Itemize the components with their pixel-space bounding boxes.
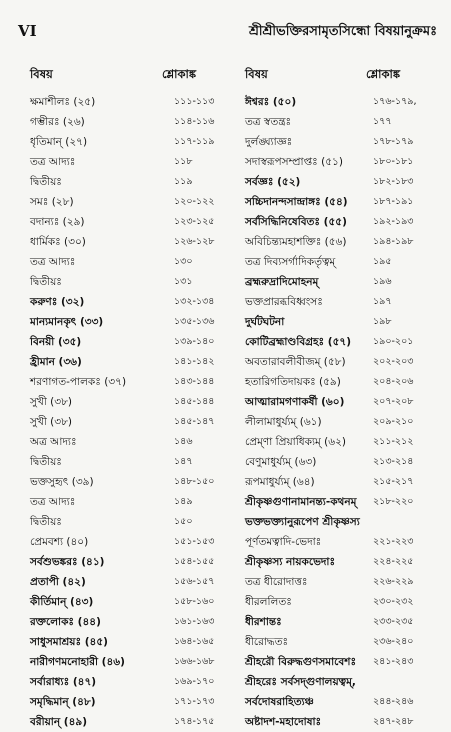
index-entry xyxy=(30,632,230,652)
entry-topic: সাধুসমাশ্রয়ঃ (৪৫) xyxy=(30,636,108,648)
entry-topic: কীর্তিমান্ (৪৩) xyxy=(30,596,94,608)
index-entry xyxy=(245,172,445,192)
entry-verse-range: ২১৩-২১৪ xyxy=(373,456,414,467)
index-entry xyxy=(245,632,445,652)
index-entry xyxy=(245,452,445,472)
page-header xyxy=(18,22,437,44)
index-entry xyxy=(30,512,230,532)
index-entry xyxy=(30,592,230,612)
entry-verse-range: ২১৮-২২০ xyxy=(373,496,414,507)
entry-topic: বদান্যঃ (২৯) xyxy=(30,216,85,228)
entry-topic: পূর্ণতমত্বাদি-ভেদাঃ xyxy=(245,536,322,548)
entry-topic: ঈশ্বরঃ (৫০) xyxy=(245,96,297,108)
entry-topic: শ্রীকৃষ্ণস্য নায়কভেদাঃ xyxy=(245,556,336,568)
index-entry xyxy=(245,132,445,152)
entry-verse-range: ১৬৬-১৬৮ xyxy=(174,656,215,667)
index-entry xyxy=(245,352,445,372)
entry-verse-range: ২০৪-২০৬ xyxy=(373,376,414,387)
entry-verse-range: ১৭৮-১৭৯ xyxy=(373,136,414,147)
index-entry xyxy=(245,592,445,612)
index-entry xyxy=(245,292,445,312)
entry-verse-range: ১৯৮ xyxy=(373,316,392,327)
entry-verse-range: ২৩৬-২৪০ xyxy=(373,636,414,647)
entry-topic: সচ্চিদানন্দসান্দ্রাঙ্গঃ (৫৪) xyxy=(245,196,348,208)
index-entry xyxy=(30,212,230,232)
entry-verse-range: ১৪৮-১৫০ xyxy=(174,476,215,487)
entry-topic: দ্বিতীয়ঃ xyxy=(30,276,62,288)
entry-topic: তত্র ধীরোদাত্তঃ xyxy=(245,576,308,588)
left-index-column xyxy=(30,92,230,732)
entry-verse-range: ১৩৫-১৩৬ xyxy=(174,316,215,327)
index-entry xyxy=(245,112,445,132)
entry-verse-range: ২০২-২০৩ xyxy=(373,356,414,367)
entry-verse-range: ১২৩-১২৫ xyxy=(174,216,215,227)
entry-verse-range: ১৮০-১৮১ xyxy=(373,156,414,167)
entry-verse-range: ১৭১-১৭৩ xyxy=(174,696,215,707)
entry-verse-range: ১১৯ xyxy=(174,176,193,187)
index-entry xyxy=(245,392,445,412)
index-entry xyxy=(245,712,445,732)
index-entry xyxy=(30,452,230,472)
entry-topic: ভক্তসুহৃৎ (৩৯) xyxy=(30,476,94,488)
index-entry xyxy=(30,312,230,332)
entry-verse-range: ১৮৭-১৯১ xyxy=(373,196,414,207)
index-entry xyxy=(245,92,445,112)
entry-topic: তত্র দিব্যসর্গাদিকর্তৃত্বম্ xyxy=(245,256,336,268)
index-entry xyxy=(245,212,445,232)
entry-topic: ভক্তভক্ত্যানুরূপেণ শ্রীকৃষ্ণস্য xyxy=(245,516,360,528)
entry-verse-range: ২০৯-২১০ xyxy=(373,416,414,427)
entry-topic: ধীরললিতঃ xyxy=(245,596,292,608)
index-entry xyxy=(245,552,445,572)
page-number: VI xyxy=(18,22,37,40)
entry-topic: দুর্লঙ্ঘ্যাজ্ঞঃ xyxy=(245,136,293,148)
index-entry xyxy=(30,492,230,512)
entry-topic: শ্রীহরেঃ সর্বসদ্গুণালয়ত্বম্, xyxy=(245,676,356,688)
entry-topic: বিনয়ী (৩৫) xyxy=(30,336,82,348)
index-entry xyxy=(30,172,230,192)
entry-verse-range: ২৪৪-২৪৬ xyxy=(373,696,414,707)
entry-topic: তত্র স্বতন্ত্রঃ xyxy=(245,116,292,128)
entry-topic: দ্বিতীয়ঃ xyxy=(30,176,62,188)
entry-topic: তত্র আদ্যঃ xyxy=(30,496,76,508)
entry-topic: ধীরশান্তঃ xyxy=(245,616,282,628)
index-entry xyxy=(245,612,445,632)
entry-verse-range: ১৮২-১৮৩ xyxy=(373,176,414,187)
right-verse-heading: শ্লোকাঙ্ক xyxy=(366,67,401,81)
entry-topic: ভক্তপ্রারব্ধবিধ্বংসঃ xyxy=(245,296,323,308)
entry-verse-range: ২২৪-২২৫ xyxy=(373,556,414,567)
index-entry xyxy=(30,432,230,452)
index-entry xyxy=(245,532,445,552)
entry-topic: রক্তলোকঃ (৪৪) xyxy=(30,616,101,628)
index-entry xyxy=(30,152,230,172)
index-entry xyxy=(245,272,445,292)
index-entry xyxy=(245,412,445,432)
entry-topic: তত্র আদ্যঃ xyxy=(30,256,76,268)
entry-verse-range: ১৬১-১৬৩ xyxy=(174,616,215,627)
entry-topic: শ্রীকৃষ্ণগুণানামানন্ত্য-কথনম্ xyxy=(245,496,357,508)
index-entry xyxy=(245,692,445,712)
entry-topic: দ্বিতীয়ঃ xyxy=(30,456,62,468)
entry-verse-range: ১৬৯-১৭০ xyxy=(174,676,215,687)
entry-topic: গম্ভীরঃ (২৬) xyxy=(30,116,85,128)
entry-verse-range: ১৫০ xyxy=(174,516,193,527)
index-entry xyxy=(30,372,230,392)
entry-topic: সর্বসিদ্ধিনিষেবিতঃ (৫৫) xyxy=(245,216,347,228)
index-entry xyxy=(30,532,230,552)
entry-verse-range: ১৩০ xyxy=(174,256,193,267)
index-entry xyxy=(30,712,230,732)
entry-verse-range: ১৫৮-১৬০ xyxy=(174,596,215,607)
index-entry xyxy=(30,232,230,252)
index-entry xyxy=(30,112,230,132)
entry-topic: ব্রহ্মরুদ্রাদিমোহনম্ xyxy=(245,276,319,288)
entry-verse-range: ২২১-২২৩ xyxy=(373,536,414,547)
index-entry xyxy=(30,392,230,412)
entry-verse-range: ১৪৭ xyxy=(174,456,193,467)
entry-verse-range: ১৩৯-১৪০ xyxy=(174,336,215,347)
entry-verse-range: ১৬৪-১৬৫ xyxy=(174,636,215,647)
entry-verse-range: ১৪১-১৪২ xyxy=(174,356,215,367)
entry-topic: ধৃতিমান্ (২৭) xyxy=(30,136,88,148)
index-entry xyxy=(30,472,230,492)
entry-verse-range: ১৯৫ xyxy=(373,256,392,267)
index-entry xyxy=(30,672,230,692)
index-entry xyxy=(245,672,445,692)
entry-topic: করুণঃ (৩২) xyxy=(30,296,85,308)
index-entry xyxy=(245,432,445,452)
index-entry xyxy=(30,132,230,152)
index-entry xyxy=(30,612,230,632)
index-entry xyxy=(30,92,230,112)
entry-verse-range: ২১৫-২১৭ xyxy=(373,476,414,487)
entry-verse-range: ১১৮ xyxy=(174,156,193,167)
entry-verse-range: ১৭৭ xyxy=(373,116,392,127)
entry-topic: বেণুমাধুর্য্যম্ (৬৩) xyxy=(245,456,317,468)
index-entry xyxy=(30,272,230,292)
entry-verse-range: ২২৬-২২৯ xyxy=(373,576,414,587)
entry-verse-range: ১৪৬ xyxy=(174,436,193,447)
entry-topic: সর্বজ্ঞঃ (৫২) xyxy=(245,176,301,188)
entry-topic: দুর্ঘটঘটনা xyxy=(245,316,285,328)
entry-topic: আত্মারামগণাকর্ষী (৬০) xyxy=(245,396,345,408)
entry-topic: সমৃদ্ধিমান্ (৪৮) xyxy=(30,696,96,708)
index-entry xyxy=(245,472,445,492)
entry-topic: ধার্মিকঃ (৩০) xyxy=(30,236,86,248)
entry-topic: সর্বারাধ্যঃ (৪৭) xyxy=(30,676,97,688)
index-entry xyxy=(30,692,230,712)
entry-topic: প্রেম্ণা প্রিয়াধিক্যম্ (৬২) xyxy=(245,436,347,448)
entry-topic: হতারিগতিদায়কঃ (৫৯) xyxy=(245,376,341,388)
index-entry xyxy=(245,312,445,332)
entry-topic: মান্যমানকৃৎ (৩৩) xyxy=(30,316,104,328)
index-entry xyxy=(30,292,230,312)
entry-verse-range: ১১৪-১১৬ xyxy=(174,116,215,127)
entry-topic: দ্বিতীয়ঃ xyxy=(30,516,62,528)
index-entry xyxy=(30,252,230,272)
index-entry xyxy=(30,192,230,212)
entry-topic: বরীয়ান্ (৪৯) xyxy=(30,716,88,728)
entry-verse-range: ১৭৬-১৭৯, xyxy=(373,96,417,107)
entry-verse-range: ২০৭-২০৮ xyxy=(373,396,414,407)
entry-verse-range: ২৩৩-২৩৫ xyxy=(373,616,414,627)
entry-verse-range: ১৯৪-১৯৮ xyxy=(373,236,414,247)
entry-topic: সমঃ (২৮) xyxy=(30,196,74,208)
index-entry xyxy=(30,352,230,372)
entry-topic: অবিচিন্ত্যমহাশক্তিঃ (৫৬) xyxy=(245,236,347,248)
entry-topic: প্রেমবশ্য (৪০) xyxy=(30,536,89,548)
index-entry xyxy=(30,412,230,432)
entry-topic: ধীরোদ্ধতঃ xyxy=(245,636,289,648)
entry-topic: নারীগণমনোহারী (৪৬) xyxy=(30,656,125,668)
index-entry xyxy=(245,372,445,392)
entry-topic: রূপমাধুর্য্যম্ (৬৪) xyxy=(245,476,315,488)
entry-verse-range: ১৪৫-১৪৪ xyxy=(174,396,215,407)
entry-topic: লীলামাধুর্য্যম্ (৬১) xyxy=(245,416,322,428)
entry-verse-range: ১৯০-২০১ xyxy=(373,336,414,347)
entry-verse-range: ২১১-২১২ xyxy=(373,436,414,447)
entry-verse-range: ১৫১-১৫৩ xyxy=(174,536,215,547)
page-title: শ্রীশ্রীভক্তিরসামৃতসিন্ধো বিষয়ানুক্রমঃ xyxy=(248,24,437,39)
entry-verse-range: ১২৬-১২৮ xyxy=(174,236,215,247)
index-entry xyxy=(30,552,230,572)
entry-topic: সুখী (৩৮) xyxy=(30,416,73,428)
entry-topic: সদাস্বরূপসম্প্রাপ্তঃ (৫১) xyxy=(245,156,343,168)
entry-verse-range: ২৩০-২৩২ xyxy=(373,596,414,607)
entry-topic: শ্রীহরৌ বিরুদ্ধগুণসমাবেশঃ xyxy=(245,656,357,668)
index-entry xyxy=(245,332,445,352)
index-entry xyxy=(245,232,445,252)
index-entry xyxy=(245,492,445,512)
entry-verse-range: ১৯২-১৯৩ xyxy=(373,216,414,227)
left-topic-heading: বিষয় xyxy=(30,67,53,81)
entry-topic: তত্র আদ্যঃ xyxy=(30,156,76,168)
entry-verse-range: ১১১-১১৩ xyxy=(174,96,215,107)
index-entry xyxy=(245,192,445,212)
entry-verse-range: ২৪১-২৪৩ xyxy=(373,656,414,667)
entry-verse-range: ১৪৫-১৪৭ xyxy=(174,416,215,427)
entry-topic: সর্বশুভঙ্করঃ (৪১) xyxy=(30,556,105,568)
entry-verse-range: ১২০-১২২ xyxy=(174,196,215,207)
entry-topic: সর্বদোষরাহিত্যঞ্চ xyxy=(245,696,314,708)
entry-verse-range: ১৯৭ xyxy=(373,296,392,307)
index-entry xyxy=(30,652,230,672)
entry-verse-range: ১৩২-১৩৪ xyxy=(174,296,215,307)
entry-verse-range: ১৩১ xyxy=(174,276,193,287)
entry-topic: প্রতাপী (৪২) xyxy=(30,576,86,588)
right-index-column xyxy=(245,92,445,732)
entry-topic: অষ্টাদশ-মহাদোষাঃ xyxy=(245,716,322,728)
entry-topic: কোটিব্রহ্মাণ্ডবিগ্রহঃ (৫৭) xyxy=(245,336,352,348)
entry-topic: সুখী (৩৮) xyxy=(30,396,73,408)
entry-topic: অত্র আদ্যঃ xyxy=(30,436,77,448)
entry-topic: শরণাগত-পালকঃ (৩৭) xyxy=(30,376,127,388)
entry-topic: অবতারাবলীবীজম্ (৫৮) xyxy=(245,356,346,368)
entry-verse-range: ১৪৩-১৪৪ xyxy=(174,376,215,387)
entry-verse-range: ১৭৪-১৭৫ xyxy=(174,716,215,727)
index-entry xyxy=(30,572,230,592)
entry-topic: হ্রীমান (৩৬) xyxy=(30,356,82,368)
entry-topic: ক্ষমাশীলঃ (২৫) xyxy=(30,96,96,108)
entry-verse-range: ১৯৬ xyxy=(373,276,392,287)
entry-verse-range: ২৪৭-২৪৮ xyxy=(373,716,414,727)
index-entry xyxy=(245,652,445,672)
left-verse-heading: শ্লোকাঙ্ক xyxy=(162,67,197,81)
index-entry xyxy=(245,152,445,172)
index-entry xyxy=(245,252,445,272)
entry-verse-range: ১৫৬-১৫৭ xyxy=(174,576,215,587)
index-entry xyxy=(245,512,445,532)
entry-verse-range: ১১৭-১১৯ xyxy=(174,136,215,147)
right-topic-heading: বিষয় xyxy=(245,67,268,81)
entry-verse-range: ১৪৯ xyxy=(174,496,193,507)
index-entry xyxy=(245,572,445,592)
index-entry xyxy=(30,332,230,352)
entry-verse-range: ১৫৪-১৫৫ xyxy=(174,556,215,567)
